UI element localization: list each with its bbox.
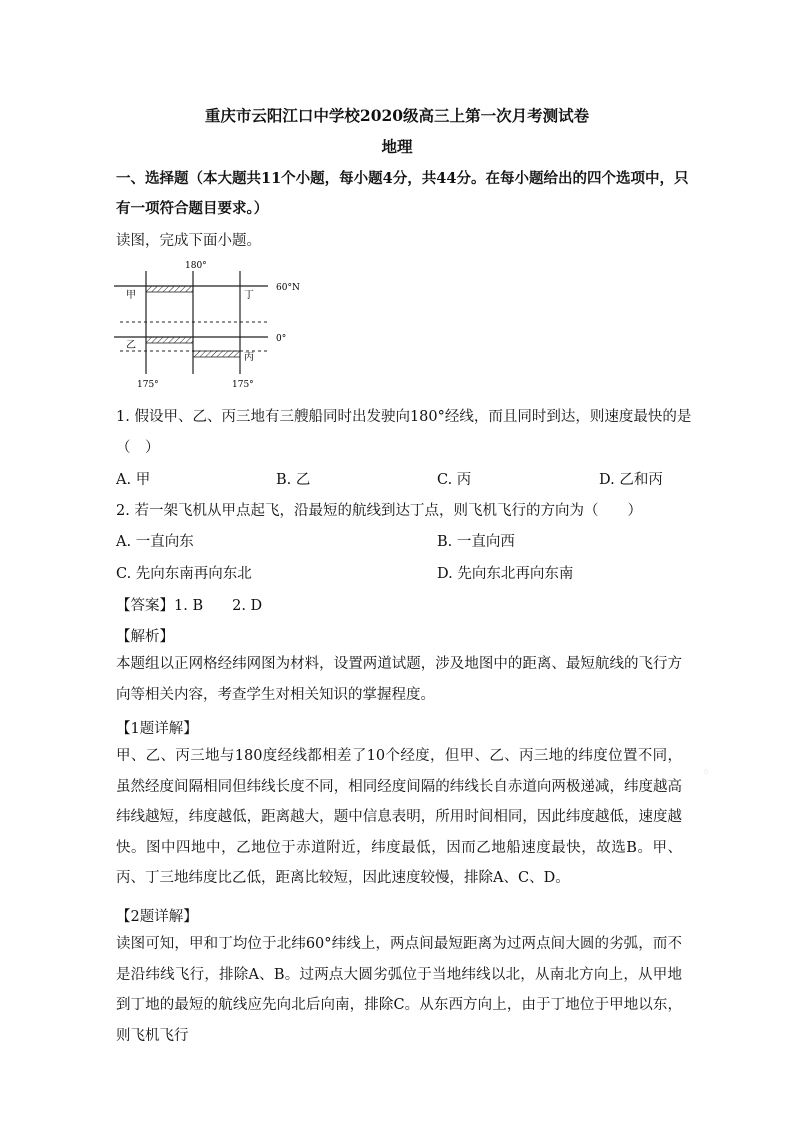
detail2-heading: 【2题详解】 (116, 909, 198, 925)
label-60n: 60°N (276, 283, 300, 293)
label-0: 0° (276, 334, 287, 344)
graticule-figure (108, 256, 308, 396)
label-180: 180° (185, 261, 207, 271)
hatch-bar-jia (146, 286, 193, 292)
analysis-text: 本题组以正网格经纬网图为材料，设置两道试题，涉及地图中的距离、最短航线的飞行方向等相关内容，考查学生对相关知识的掌握程度。 (116, 656, 682, 703)
q2-option-a: A. 一直向东 (116, 534, 194, 550)
section-heading-line2: 有一项符合题目要求。） (116, 200, 269, 217)
intro-text: 读图，完成下面小题。 (116, 233, 261, 249)
detail1-heading: 【1题详解】 (116, 721, 198, 737)
label-jia: 甲 (126, 290, 136, 301)
q1-option-d: D. 乙和丙 (599, 472, 663, 488)
label-yi: 乙 (126, 340, 136, 351)
label-175-right: 175° (232, 380, 254, 390)
answer-line: 【答案】1. B 2. D (116, 598, 263, 614)
exam-title: 重庆市云阳江口中学校2020级高三上第一次月考测试卷 (204, 106, 590, 125)
label-175-left: 175° (137, 380, 159, 390)
q1-stem-line1: 1. 假设甲、乙、丙三地有三艘船同时出发驶向180°经线，而且同时到达，则速度最快的是 (116, 409, 692, 425)
q1-option-c: C. 丙 (437, 472, 472, 488)
q2-option-d: D. 先向东北再向东南 (437, 566, 574, 582)
section-heading-line1: 一、选择题（本大题共11个小题，每小题4分，共44分。在每小题给出的四个选项中，只 (116, 170, 689, 187)
q1-option-a: A. 甲 (116, 472, 151, 488)
detail2-text: 读图可知，甲和丁均位于北纬60°纬线上，两点间最短距离为过两点间大圆的劣弧，而不是沿纬线飞行，排除A、B。过两点大圆劣弧位于当地纬线以北，从南北方向上，从甲地到丁地的最短的航线应先向北后向南，排除C。从东西方向上，由于丁地位于甲地以东，则飞机飞行 (116, 936, 682, 1044)
hatch-bar-bing (193, 351, 240, 357)
hatch-bar-yi (146, 337, 193, 343)
q1-option-b: B. 乙 (276, 472, 311, 488)
graticule-diagram (108, 256, 308, 396)
q2-option-c: C. 先向东南再向东北 (116, 566, 252, 582)
analysis-heading: 【解析】 (116, 629, 174, 645)
subject-title: 地理 (381, 137, 413, 156)
q2-stem: 2. 若一架飞机从甲点起飞，沿最短的航线到达丁点，则飞机飞行的方向为（ ） (116, 503, 642, 519)
q1-stem-line2: （ ） (116, 440, 160, 456)
detail1-text: 甲、乙、丙三地与180度经线都相差了10个经度，但甲、乙、丙三地的纬度位置不同，虽然经度间隔相同但纬线长度不同，相同经度间隔的纬线长自赤道向两极递减，纬度越高纬线越短，纬度越低，距离越大，题中信息表明，所用时间相同，因此纬度越低，速度越快。图中四地中，乙地位于赤道附近，纬度最低，因而乙地船速度最快，故选B。甲、丙、丁三地纬度比乙低，距离比较短，因此速度较慢，排除A、C、D。 (116, 748, 682, 886)
watermark: ◦ (702, 765, 711, 781)
label-bing: 丙 (244, 352, 254, 363)
q2-option-b: B. 一直向西 (437, 534, 515, 550)
label-ding: 丁 (244, 290, 254, 301)
